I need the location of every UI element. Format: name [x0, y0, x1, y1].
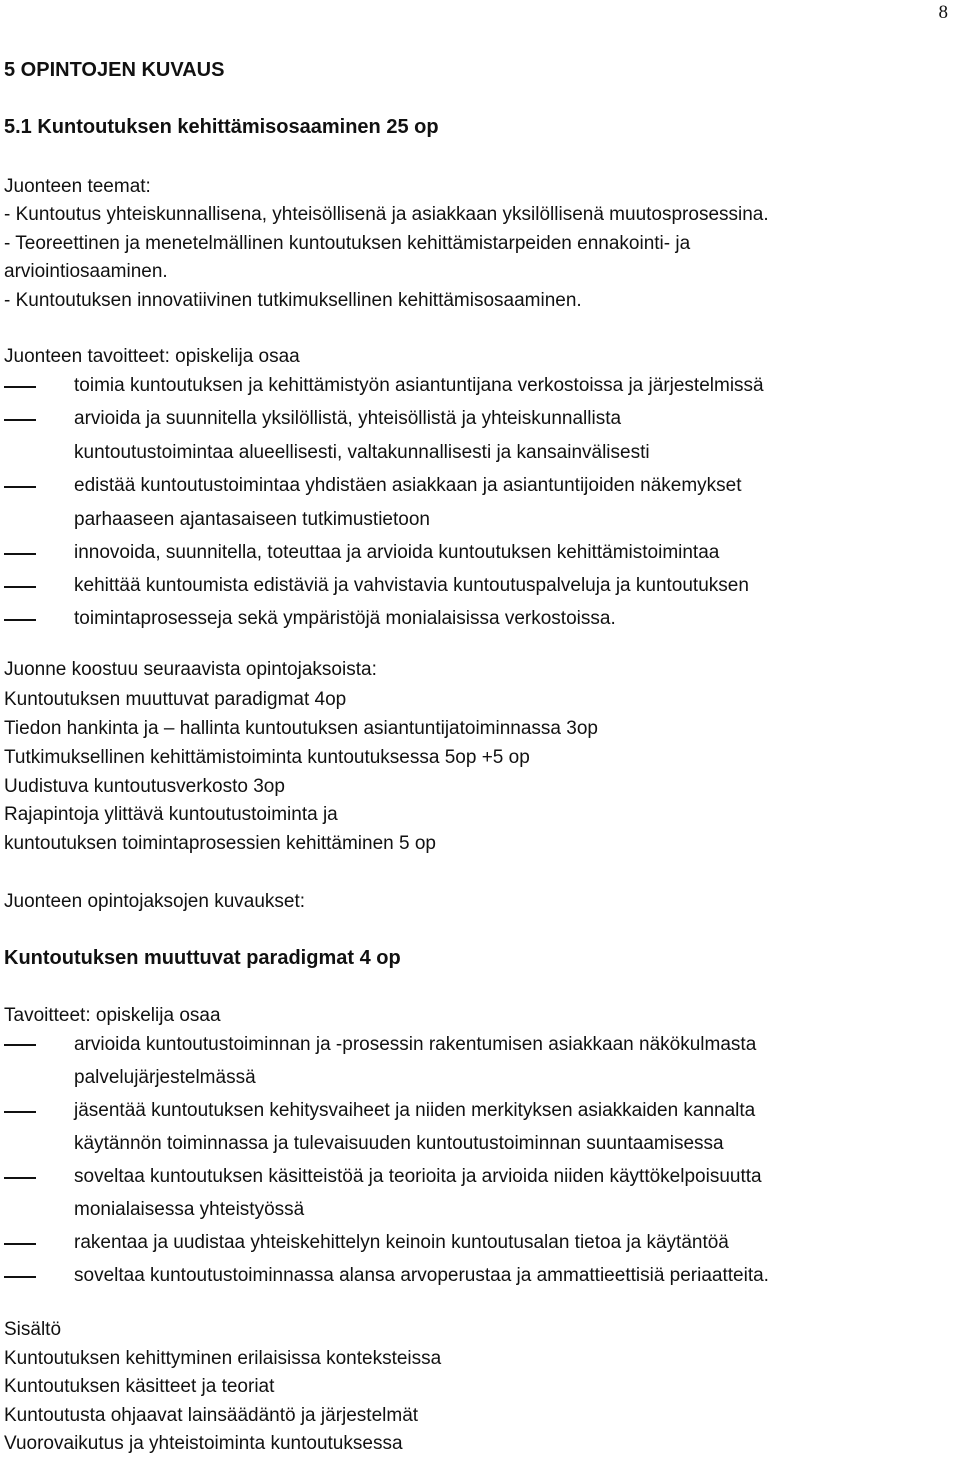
course-goals-item-continued: palvelujärjestelmässä — [74, 1067, 256, 1088]
themes-line: - Kuntoutus yhteiskunnallisena, yhteisöllisenä ja asiakkaan yksilöllisenä muutosprosessina. — [4, 204, 769, 225]
themes-line: - Teoreettinen ja menetelmällinen kuntoutuksen kehittämistarpeiden ennakointi- ja — [4, 233, 691, 254]
page-number: 8 — [938, 2, 948, 23]
goals-item: innovoida, suunnitella, toteuttaa ja arvioida kuntoutuksen kehittämistoimintaa — [74, 542, 720, 563]
courses-label: Juonne koostuu seuraavista opintojaksoista: — [4, 659, 377, 680]
bullet-dash — [4, 619, 36, 621]
content-item: Kuntoutuksen kehittyminen erilaisissa konteksteissa — [4, 1348, 442, 1369]
content-item: Kuntoutuksen käsitteet ja teoriat — [4, 1376, 275, 1397]
bullet-dash — [4, 419, 36, 421]
course-item: Kuntoutuksen muuttuvat paradigmat 4op — [4, 689, 347, 710]
course-goals-item: soveltaa kuntoutuksen käsitteistöä ja teorioita ja arvioida niiden käyttökelpoisuutta — [74, 1166, 762, 1187]
bullet-dash — [4, 1243, 36, 1245]
bullet-dash — [4, 553, 36, 555]
content-item: Vuorovaikutus ja yhteistoiminta kuntoutuksessa — [4, 1433, 403, 1454]
course-goals-item-continued: käytännön toiminnassa ja tulevaisuuden kuntoutustoiminnan suuntaamisessa — [74, 1133, 724, 1154]
goals-item: kehittää kuntoumista edistäviä ja vahvistavia kuntoutuspalveluja ja kuntoutuksen — [74, 575, 749, 596]
course-item: Tutkimuksellinen kehittämistoiminta kuntoutuksessa 5op +5 op — [4, 747, 530, 768]
themes-line: arviointiosaaminen. — [4, 261, 168, 282]
course-title: Kuntoutuksen muuttuvat paradigmat 4 op — [4, 947, 401, 969]
course-goals-label: Tavoitteet: opiskelija osaa — [4, 1005, 221, 1026]
chapter-heading: 5 OPINTOJEN KUVAUS — [4, 59, 225, 81]
bullet-dash — [4, 1177, 36, 1179]
bullet-dash — [4, 1044, 36, 1046]
bullet-dash — [4, 386, 36, 388]
goals-item: toimintaprosesseja sekä ympäristöjä monialaisissa verkostoissa. — [74, 608, 616, 629]
goals-label: Juonteen tavoitteet: opiskelija osaa — [4, 346, 300, 367]
course-goals-item: rakentaa ja uudistaa yhteiskehittelyn keinoin kuntoutusalan tietoa ja käytäntöä — [74, 1232, 729, 1253]
goals-item-continued: kuntoutustoimintaa alueellisesti, valtakunnallisesti ja kansainvälisesti — [74, 442, 650, 463]
goals-item: arvioida ja suunnitella yksilöllistä, yhteisöllistä ja yhteiskunnallista — [74, 408, 622, 429]
course-item: Uudistuva kuntoutusverkosto 3op — [4, 776, 285, 797]
course-goals-item: jäsentää kuntoutuksen kehitysvaiheet ja niiden merkityksen asiakkaiden kannalta — [74, 1100, 756, 1121]
course-item: Tiedon hankinta ja – hallinta kuntoutuksen asiantuntijatoiminnassa 3op — [4, 718, 598, 739]
bullet-dash — [4, 1276, 36, 1278]
content-label: Sisältö — [4, 1319, 62, 1340]
course-item: kuntoutuksen toimintaprosessien kehittäminen 5 op — [4, 833, 436, 854]
bullet-dash — [4, 486, 36, 488]
goals-item-continued: parhaaseen ajantasaiseen tutkimustietoon — [74, 509, 430, 530]
content-item: Kuntoutusta ohjaavat lainsäädäntö ja järjestelmät — [4, 1405, 419, 1426]
goals-item: edistää kuntoutustoimintaa yhdistäen asiakkaan ja asiantuntijoiden näkemykset — [74, 475, 742, 496]
goals-item: toimia kuntoutuksen ja kehittämistyön asiantuntijana verkostoissa ja järjestelmissä — [74, 375, 764, 396]
course-goals-item: soveltaa kuntoutustoiminnassa alansa arvoperustaa ja ammattieettisiä periaatteita. — [74, 1265, 769, 1286]
course-goals-item-continued: monialaisessa yhteistyössä — [74, 1199, 305, 1220]
bullet-dash — [4, 1111, 36, 1113]
course-item: Rajapintoja ylittävä kuntoutustoiminta ja — [4, 804, 338, 825]
course-goals-item: arvioida kuntoutustoiminnan ja -prosessin rakentumisen asiakkaan näkökulmasta — [74, 1034, 757, 1055]
themes-label: Juonteen teemat: — [4, 176, 151, 197]
descriptions-label: Juonteen opintojaksojen kuvaukset: — [4, 891, 306, 912]
themes-line: - Kuntoutuksen innovatiivinen tutkimuksellinen kehittämisosaaminen. — [4, 290, 582, 311]
section-heading: 5.1 Kuntoutuksen kehittämisosaaminen 25 op — [4, 116, 439, 138]
bullet-dash — [4, 586, 36, 588]
